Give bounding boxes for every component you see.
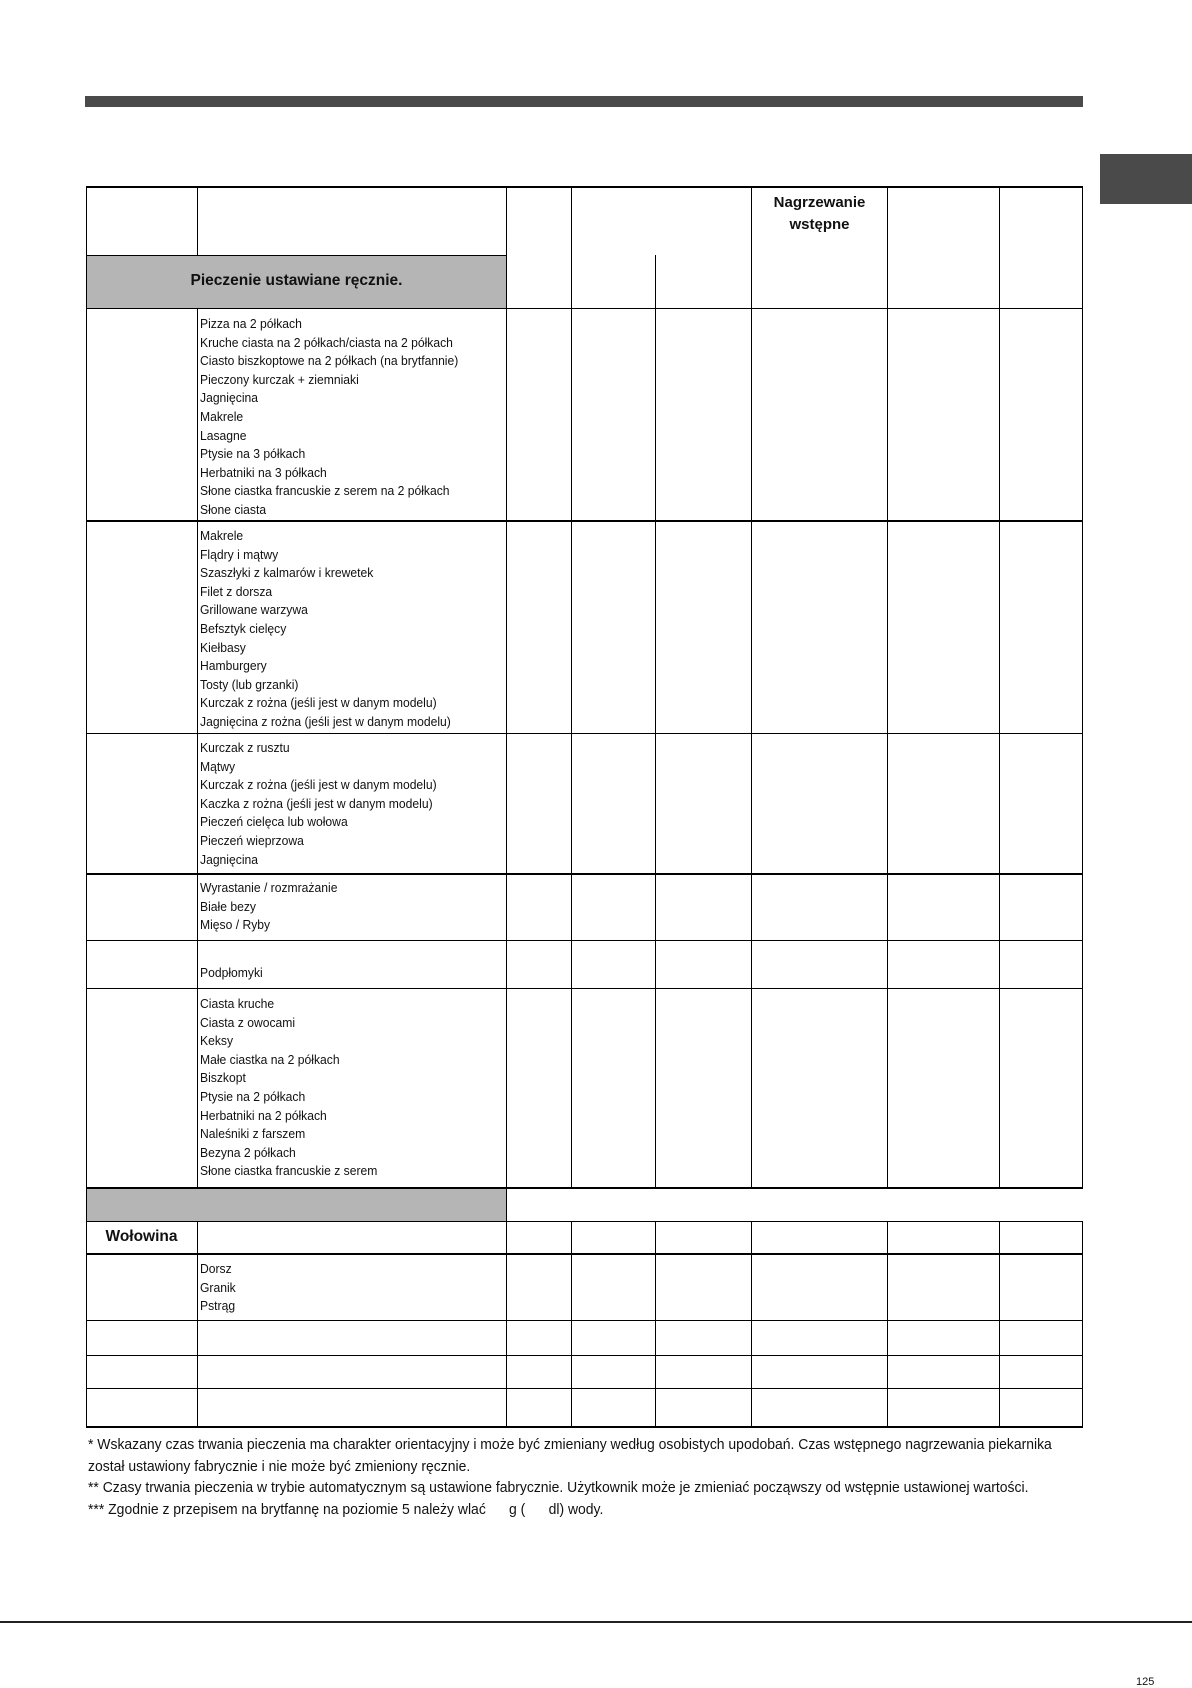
list-item: Dorsz bbox=[200, 1261, 232, 1276]
list-item: Słone ciastka francuskie z serem bbox=[200, 1163, 378, 1179]
table-vline bbox=[751, 1221, 752, 1427]
table-hline bbox=[86, 873, 1083, 875]
table-hline bbox=[86, 733, 1083, 734]
list-item: Naleśniki z farszem bbox=[200, 1126, 306, 1142]
table-hline bbox=[86, 1221, 1083, 1222]
table-hline bbox=[86, 1355, 1083, 1356]
table-vline bbox=[571, 186, 572, 1189]
table-vline bbox=[197, 186, 198, 256]
table-vline bbox=[887, 186, 888, 1189]
list-item: Keksy bbox=[200, 1033, 234, 1049]
page-number: 125 bbox=[1136, 1676, 1155, 1688]
list-item: Słone ciasta bbox=[200, 501, 267, 517]
table-hline bbox=[86, 520, 1083, 522]
list-item: Bezyna 2 półkach bbox=[200, 1144, 296, 1160]
list-item: Makrele bbox=[200, 408, 244, 424]
table-vline bbox=[655, 1221, 656, 1427]
table-vline bbox=[655, 255, 656, 1189]
table-vline bbox=[999, 186, 1000, 1189]
auto-section-header-cell bbox=[86, 1188, 506, 1221]
table-vline bbox=[506, 186, 507, 1189]
list-item: Pieczeń wieprzowa bbox=[200, 832, 304, 848]
list-item: Hamburgery bbox=[200, 658, 267, 674]
list-item: Kurczak z rożna (jeśli jest w danym modelu) bbox=[200, 695, 437, 711]
list-item: Granik bbox=[200, 1279, 236, 1295]
list-item: Tosty (lub grzanki) bbox=[200, 676, 299, 692]
table-vline bbox=[86, 186, 87, 1189]
list-item: Ciasto biszkoptowe na 2 półkach (na brytfannie) bbox=[200, 353, 459, 369]
footnote-2: ** Czasy trwania pieczenia w trybie automatycznym są ustawione fabrycznie. Użytkownik może je zmieniać począwszy od wstępnie ustawionej wartości. bbox=[88, 1479, 1029, 1496]
group-1-items bbox=[200, 315, 458, 520]
list-item: Kurczak z rusztu bbox=[200, 740, 290, 755]
preheat-column-header bbox=[752, 192, 887, 236]
list-item: Kaczka z rożna (jeśli jest w danym modelu) bbox=[200, 795, 433, 811]
table-vline bbox=[506, 1188, 507, 1221]
list-item: Szaszłyki z kalmarów i krewetek bbox=[200, 565, 374, 581]
list-item: Pieczony kurczak + ziemniaki bbox=[200, 371, 359, 387]
list-item: Jagnięcina bbox=[200, 851, 259, 867]
list-item: Małe ciastka na 2 półkach bbox=[200, 1051, 340, 1067]
table-vline bbox=[571, 1221, 572, 1427]
list-item: Białe bezy bbox=[200, 898, 256, 914]
table-vline bbox=[1082, 1221, 1083, 1427]
footnotes bbox=[88, 1434, 1052, 1520]
table-vline bbox=[197, 308, 198, 1188]
table-hline bbox=[86, 1187, 1083, 1189]
list-item: Podpłomyki bbox=[200, 965, 263, 980]
list-item: Ptysie na 3 półkach bbox=[200, 446, 306, 462]
list-item: Ciasta z owocami bbox=[200, 1014, 296, 1030]
table-hline bbox=[86, 988, 1083, 989]
list-item: Jagnięcina bbox=[200, 390, 259, 406]
fish-items bbox=[200, 1260, 236, 1316]
footnote-1-line-1: * Wskazany czas trwania pieczenia ma charakter orientacyjny i może być zmieniany według osobistych upodobań. Czas wstępnego nagrzewania piekarnika bbox=[88, 1436, 1052, 1453]
table-vline bbox=[506, 1221, 507, 1427]
preheat-header-line2: wstępne bbox=[789, 216, 850, 233]
list-item: Ptysie na 2 półkach bbox=[200, 1088, 306, 1104]
table-hline bbox=[86, 308, 1083, 309]
table-vline bbox=[1082, 186, 1083, 1189]
group-3-items bbox=[200, 739, 437, 869]
list-item: Grillowane warzywa bbox=[200, 602, 308, 618]
list-item: Herbatniki na 2 półkach bbox=[200, 1107, 327, 1123]
footnote-1-line-2: został ustawiony fabrycznie i nie może być zmieniony ręcznie. bbox=[88, 1457, 471, 1475]
list-item: Pstrąg bbox=[200, 1298, 236, 1314]
table-vline bbox=[86, 1221, 87, 1427]
preheat-header-line1: Nagrzewanie bbox=[773, 194, 866, 211]
table-hline bbox=[86, 940, 1083, 941]
footnote-3: *** Zgodnie z przepisem na brytfannę na poziomie 5 należy wlać g ( dl) wody. bbox=[88, 1500, 604, 1518]
table-hline bbox=[86, 1388, 1083, 1389]
table-hline bbox=[86, 1253, 1083, 1255]
group-2-items bbox=[200, 527, 451, 732]
list-item: Befsztyk cielęcy bbox=[200, 620, 287, 636]
list-item: Kruche ciasta na 2 półkach/ciasta na 2 półkach bbox=[200, 334, 453, 350]
group-6-items bbox=[200, 995, 377, 1181]
table-hline bbox=[86, 1426, 1083, 1428]
manual-section-title: Pieczenie ustawiane ręcznie. bbox=[190, 272, 403, 289]
list-item: Kurczak z rożna (jeśli jest w danym modelu) bbox=[200, 777, 437, 793]
group-5-items bbox=[200, 964, 263, 983]
list-item: Wyrastanie / rozmrażanie bbox=[200, 880, 338, 895]
list-item: Makrele bbox=[200, 528, 244, 543]
list-item: Mięso / Ryby bbox=[200, 917, 271, 933]
table-hline bbox=[86, 186, 1083, 188]
list-item: Mątwy bbox=[200, 758, 236, 774]
table-hline bbox=[86, 255, 507, 256]
table-vline bbox=[86, 1188, 87, 1221]
list-item: Flądry i mątwy bbox=[200, 546, 279, 562]
table-hline bbox=[86, 1320, 1083, 1321]
list-item: Ciasta kruche bbox=[200, 996, 275, 1011]
list-item: Pieczeń cielęca lub wołowa bbox=[200, 814, 348, 830]
list-item: Filet z dorsza bbox=[200, 583, 273, 599]
list-item: Lasagne bbox=[200, 427, 247, 443]
list-item: Jagnięcina z rożna (jeśli jest w danym modelu) bbox=[200, 713, 451, 729]
table-vline bbox=[887, 1221, 888, 1427]
table-vline bbox=[197, 1221, 198, 1427]
list-item: Herbatniki na 3 półkach bbox=[200, 464, 327, 480]
table-vline bbox=[999, 1221, 1000, 1427]
beef-category-label: Wołowina bbox=[105, 1228, 178, 1245]
list-item: Słone ciastka francuskie z serem na 2 półkach bbox=[200, 483, 450, 499]
bottom-divider bbox=[0, 1621, 1192, 1623]
list-item: Pizza na 2 półkach bbox=[200, 316, 302, 331]
table-vline bbox=[751, 186, 752, 1189]
group-4-items bbox=[200, 879, 337, 935]
list-item: Kiełbasy bbox=[200, 639, 246, 655]
list-item: Biszkopt bbox=[200, 1070, 246, 1086]
